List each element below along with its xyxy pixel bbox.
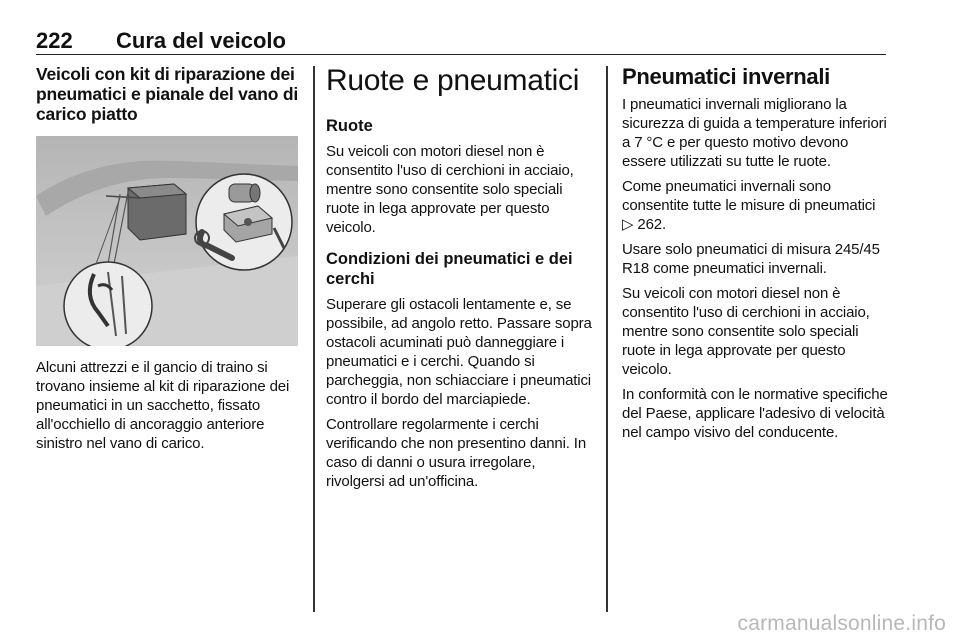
winter-paragraph-2 — [622, 177, 890, 234]
left-column — [36, 64, 298, 124]
left-column-caption — [36, 358, 298, 453]
tire-condition-paragraph-1: Superare gli ostacoli lentamente e, se possibile, ad angolo retto. Passare sopra ostacoli acuminati può danneggiare i pneumatici e i cerchi. Quando si parcheggia, non schiacciare i pneumatici contro il bordo del marciapiede. — [326, 296, 592, 408]
section-title: Cura del veicolo — [116, 28, 286, 53]
winter-paragraph-1: I pneumatici invernali migliorano la sicurezza di guida a temperature inferiori a 7 °C e per questo motivo devono essere utilizzati su tutte le ruote. — [622, 96, 887, 170]
page-reference-link[interactable]: 262. — [637, 216, 667, 233]
wheels-tires-title: Ruote e pneumatici — [326, 64, 580, 97]
tire-condition-subheading: Condizioni dei pneumatici e dei cerchi — [326, 250, 573, 288]
winter-paragraph-2-text: Come pneumatici invernali sono consentite tutte le misure di pneumatici — [622, 178, 876, 214]
winter-tires-title: Pneumatici invernali — [622, 64, 830, 89]
tire-condition-paragraph-2: Controllare regolarmente i cerchi verificando che non presentino danni. In caso di danni o usura irregolare, rivolgersi ad un'officina. — [326, 416, 587, 490]
wheels-paragraph: Su veicoli con motori diesel non è consentito l'uso di cerchioni in acciaio, mentre sono consentite solo speciali ruote in lega approvate per questo veicolo. — [326, 143, 574, 236]
page-header — [36, 24, 886, 55]
watermark: carmanualsonline.info — [737, 612, 946, 635]
kit-heading: Veicoli con kit di riparazione dei pneumatici e pianale del vano di carico piatto — [36, 64, 299, 124]
kit-caption: Alcuni attrezzi e il gancio di traino si trovano insieme al kit di riparazione dei pneumatici in un sacchetto, fissato all'occhiello di ancoraggio anteriore sinistro nel vano di carico. — [36, 359, 290, 452]
middle-column — [326, 64, 592, 491]
tire-repair-kit-illustration — [36, 136, 298, 346]
winter-paragraph-4: Su veicoli con motori diesel non è consentito l'uso di cerchioni in acciaio, mentre sono consentite solo speciali ruote in lega approvate per questo veicolo. — [622, 285, 870, 378]
wheels-subheading: Ruote — [326, 117, 373, 135]
right-column — [622, 64, 890, 442]
column-divider-1 — [313, 66, 315, 612]
column-divider-2 — [606, 66, 608, 612]
winter-paragraph-3: Usare solo pneumatici di misura 245/45 R18 come pneumatici invernali. — [622, 241, 880, 277]
page-number: 222 — [36, 28, 73, 53]
page-reference-arrow-icon: ▷ — [622, 216, 634, 233]
winter-paragraph-5: In conformità con le normative specifiche del Paese, applicare l'adesivo di velocità nel campo visivo del conducente. — [622, 386, 888, 441]
